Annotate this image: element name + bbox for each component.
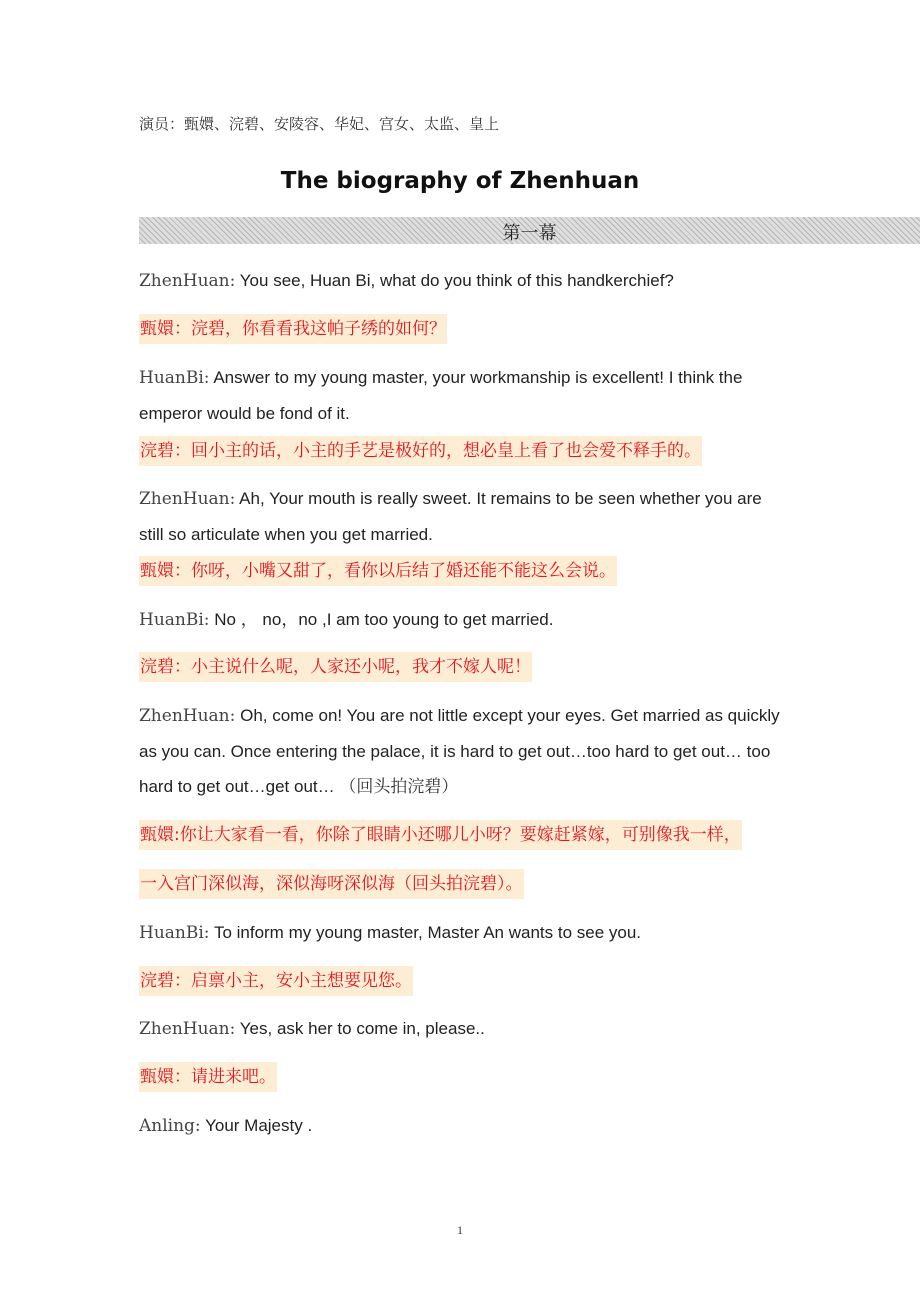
- page-number: 1: [457, 1223, 463, 1237]
- cast-list: 演员：甄嬛、浣碧、安陵容、华妃、宫女、太监、皇上: [139, 115, 500, 133]
- chinese-translation-5b: 一入宫门深似海，深似海呀深似海（回头拍浣碧）。: [139, 869, 524, 899]
- dialogue-text: Oh, come on! You are not little except your eyes. Get married as quickly as you can. Once entering the palace, it is hard to get out…too hard to get out… too hard to get out…get out…: [139, 706, 780, 796]
- speaker-name: HuanBi:: [139, 368, 210, 388]
- dialogue-line-7: [139, 1011, 789, 1047]
- speaker-name: HuanBi:: [139, 610, 210, 630]
- document-title: The biography of Zhenhuan: [280, 168, 640, 194]
- dialogue-line-1: [139, 263, 789, 299]
- chinese-translation-6: 浣碧：启禀小主，安小主想要见您。: [139, 966, 413, 996]
- dialogue-line-5: [139, 698, 789, 805]
- chinese-translation-4: 浣碧：小主说什么呢，人家还小呢，我才不嫁人呢！: [139, 652, 532, 682]
- dialogue-line-2: [139, 360, 789, 431]
- dialogue-text: Yes, ask her to come in, please..: [239, 1019, 485, 1038]
- dialogue-text: Your Majesty .: [205, 1116, 313, 1135]
- dialogue-text: You see, Huan Bi, what do you think of this handkerchief?: [239, 271, 674, 290]
- chinese-translation-2: 浣碧：回小主的话，小主的手艺是极好的，想必皇上看了也会爱不释手的。: [139, 436, 702, 466]
- dialogue-line-6: [139, 915, 789, 951]
- speaker-name: ZhenHuan:: [139, 706, 236, 726]
- speaker-name: ZhenHuan:: [139, 1019, 236, 1039]
- scene-heading: 第一幕: [502, 223, 557, 244]
- chinese-translation-3: 甄嬛：你呀，小嘴又甜了，看你以后结了婚还能不能这么会说。: [139, 556, 617, 586]
- dialogue-text: No ， no，no ,I am too young to get married.: [214, 610, 554, 629]
- stage-direction: （回头拍浣碧）: [339, 777, 459, 797]
- speaker-name: HuanBi:: [139, 923, 210, 943]
- dialogue-line-3: [139, 481, 789, 552]
- speaker-name: ZhenHuan:: [139, 271, 236, 291]
- chinese-translation-1: 甄嬛：浣碧，你看看我这帕子绣的如何？: [139, 314, 447, 344]
- dialogue-text: Ah, Your mouth is really sweet. It remains to be seen whether you are still so articulate when you get married.: [139, 489, 762, 544]
- scene-heading-bar: [139, 217, 920, 244]
- chinese-translation-7: 甄嬛：请进来吧。: [139, 1062, 277, 1092]
- dialogue-text: Answer to my young master, your workmanship is excellent! I think the emperor would be fond of it.: [139, 368, 743, 423]
- dialogue-line-4: [139, 602, 789, 638]
- dialogue-text: To inform my young master, Master An wants to see you.: [213, 923, 642, 942]
- dialogue-line-8: [139, 1108, 789, 1144]
- speaker-name: Anling:: [139, 1116, 201, 1136]
- chinese-translation-5a: 甄嬛:你让大家看一看，你除了眼睛小还哪儿小呀？要嫁赶紧嫁，可别像我一样，: [139, 820, 742, 850]
- speaker-name: ZhenHuan:: [139, 489, 236, 509]
